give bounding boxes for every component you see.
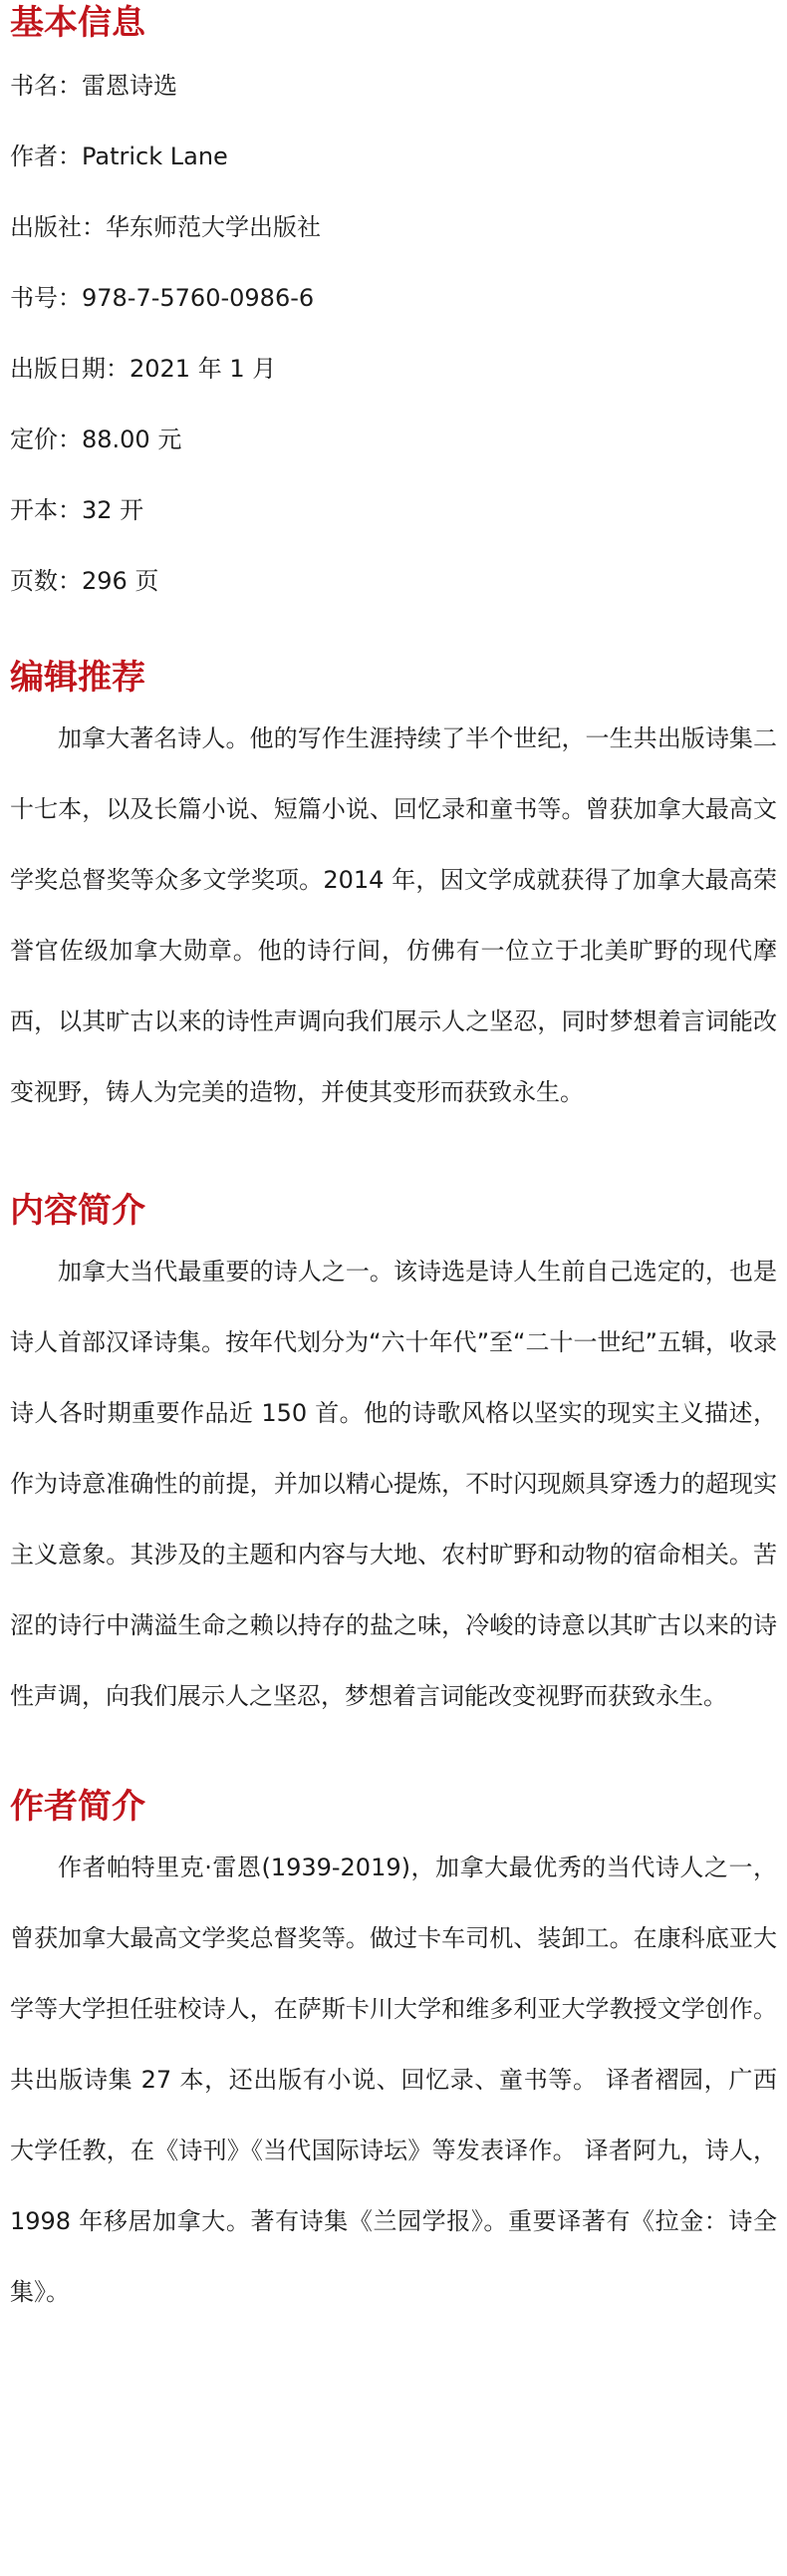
basic-info-section [10,0,777,596]
info-publisher: 出版社：华东师范大学出版社 [10,213,321,242]
editor-recommend-title: 编辑推荐 [10,658,145,699]
info-publish-date: 出版日期：2021 年 1 月 [10,355,277,384]
editor-recommend-text: 加拿大著名诗人。他的写作生涯持续了半个世纪，一生共出版诗集二十七本，以及长篇小说、短篇小说、回忆录和童书等。曾获加拿大最高文学奖总督奖等众多文学奖项。2014 年，因文学成就获得了加拿大最高荣誉官佐级加拿大勋章。他的诗行间，仿佛有一位立于北美旷野的现代摩西，以其旷古以来的诗性声调向我们展示人之坚忍，同时梦想着言词能改变视野，铸人为完美的造物，并使其变形而获致永生。 [10,724,777,1107]
author-intro-title: 作者简介 [10,1787,145,1828]
author-intro-text: 作者帕特里克·雷恩(1939-2019)，加拿大最优秀的当代诗人之一，曾获加拿大最高文学奖总督奖等。做过卡车司机、装卸工。在康科底亚大学等大学担任驻校诗人，在萨斯卡川大学和维多利亚大学教授文学创作。共出版诗集 27 本，还出版有小说、回忆录、童书等。 译者褶园，广西大学任教，在《诗刊》《当代国际诗坛》等发表译作。 译者阿九，诗人， 1998 年移居加拿大。著有诗集《兰园学报》。重要译著有《拉金：诗全集》。 [10,1854,777,2307]
info-isbn: 书号：978-7-5760-0986-6 [10,284,315,313]
info-format: 开本：32 开 [10,496,144,525]
info-price: 定价：88.00 元 [10,426,182,454]
basic-info-title: 基本信息 [10,3,145,43]
editor-recommend-section [10,659,777,1128]
content-intro-section [10,1192,777,1732]
author-intro-section [10,1788,777,2328]
info-book-name: 书名：雷恩诗选 [10,72,177,101]
content-intro-text: 加拿大当代最重要的诗人之一。该诗选是诗人生前自己选定的，也是诗人首部汉译诗集。按年代划分为“六十年代”至“二十一世纪”五辑，收录诗人各时期重要作品近 150 首。他的诗歌风格以坚实的现实主义描述，作为诗意准确性的前提，并加以精心提炼，不时闪现颇具穿透力的超现实主义意象。其涉及的主题和内容与大地、农村旷野和动物的宿命相关。苦涩的诗行中满溢生命之赖以持存的盐之味，冷峻的诗意以其旷古以来的诗性声调，向我们展示人之坚忍，梦想着言词能改变视野而获致永生。 [10,1258,777,1711]
basic-info-list [10,71,777,596]
info-pages: 页数：296 页 [10,567,159,596]
info-author: 作者：Patrick Lane [10,143,228,171]
content-intro-title: 内容简介 [10,1191,145,1232]
